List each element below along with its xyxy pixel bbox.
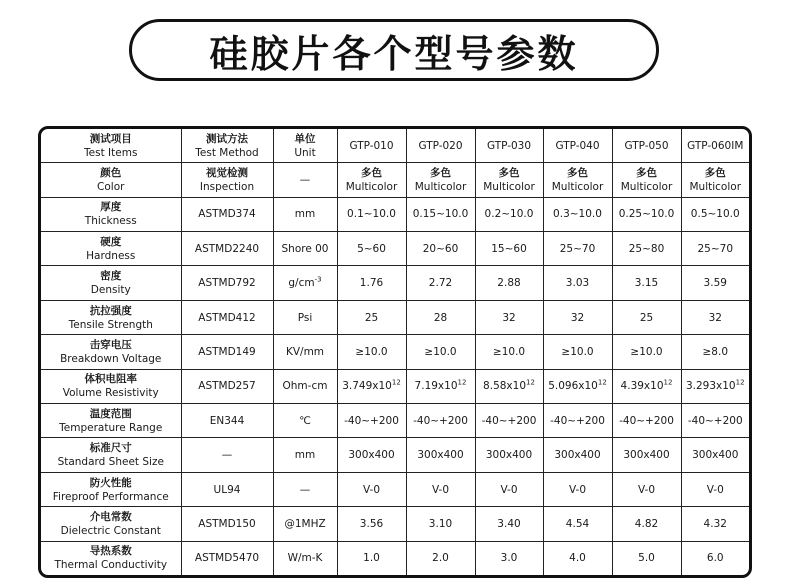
value-text: 1.76 [359,277,384,290]
value-cell [475,197,543,231]
header-model-gtp-060im: GTP-060IM [681,129,749,163]
spec-table [41,129,749,575]
unit-text: ℃ [299,414,311,427]
item-name-cn: 抗拉强度 [89,304,132,317]
method-text: EN344 [209,414,245,427]
value-text: 300x400 [417,449,464,462]
value-cell [475,232,543,266]
value-cell [543,232,612,266]
value-text: 300x400 [623,449,670,462]
value-cell [681,541,749,575]
unit-text: @1MHZ [284,517,326,530]
value-cell [681,369,749,403]
row-test-method [181,369,273,403]
value-text: 7.19x10 [414,380,458,393]
row-test-method [181,266,273,300]
value-text: 25 [639,311,654,324]
row-unit [273,369,337,403]
table-row [41,541,749,575]
value-text: 1.0 [363,552,380,565]
value-cell [337,404,406,438]
value-text: 32 [502,311,516,324]
value-cn: 多色 [567,166,588,179]
value-cell [681,507,749,541]
unit-text: — [299,173,311,186]
value-cell [543,472,612,506]
header-test-method [181,129,273,163]
row-test-method [181,541,273,575]
value-text: ≥10.0 [561,345,594,358]
value-text: 20~60 [422,242,459,255]
unit-text: KV/mm [285,345,325,358]
value-text: 0.2~10.0 [484,208,534,221]
value-cell [681,197,749,231]
value-cell [406,232,475,266]
value-text: 3.56 [359,517,384,530]
value-text: ≥10.0 [630,345,663,358]
row-test-item [41,541,181,575]
value-cell [612,232,681,266]
value-cell [475,266,543,300]
value-cell [612,197,681,231]
value-text: 4.32 [703,517,727,530]
value-en: Multicolor [620,180,673,193]
value-cell [543,541,612,575]
value-text: 0.5~10.0 [690,208,740,221]
value-text: 3.10 [428,517,453,530]
header-unit-en: Unit [294,146,316,159]
header-test-items [41,129,181,163]
value-text: V-0 [568,483,587,496]
row-unit [273,232,337,266]
table-row [41,472,749,506]
spec-table-container [38,126,752,578]
method-text: ASTMD792 [198,277,256,290]
row-test-item [41,197,181,231]
item-name-cn: 颜色 [100,166,122,179]
item-name-en: Thermal Conductivity [54,559,168,572]
method-cn: 视觉检测 [206,166,248,179]
item-name-cn: 厚度 [100,201,122,214]
value-cn: 多色 [361,166,382,179]
value-text: 2.0 [432,552,449,565]
unit-text: Shore 00 [281,242,329,255]
row-unit [273,197,337,231]
value-cell [406,404,475,438]
value-cell [406,541,475,575]
value-cell [612,266,681,300]
value-exponent: 12 [457,378,467,387]
value-cell [475,335,543,369]
value-text: 0.3~10.0 [553,208,602,221]
value-text: ≥10.0 [424,345,457,358]
row-test-item [41,300,181,334]
value-cell [612,300,681,334]
value-text: 3.40 [497,517,521,530]
method-text: UL94 [213,483,241,496]
header-item-cn: 测试项目 [89,132,132,145]
value-text: 32 [708,311,722,324]
header-model-gtp-010: GTP-010 [337,129,406,163]
unit-text: mm [294,449,316,462]
table-row [41,300,749,334]
value-cell [406,163,475,197]
item-name-cn: 密度 [100,270,122,283]
value-text: 2.72 [428,277,453,290]
value-text: 6.0 [706,552,724,565]
value-text: -40~+200 [413,414,468,427]
value-cell [406,335,475,369]
row-unit [273,266,337,300]
value-text: V-0 [706,483,724,496]
value-cell [612,335,681,369]
value-cn: 多色 [498,166,520,179]
row-test-method [181,300,273,334]
value-text: 4.82 [634,517,659,530]
value-text: V-0 [500,483,518,496]
table-row [41,232,749,266]
value-text: 0.15~10.0 [412,208,469,221]
method-text: ASTMD2240 [194,242,260,255]
value-cell [612,404,681,438]
value-cell [337,266,406,300]
value-text: 25~70 [559,242,596,255]
item-name-en: Color [97,180,125,193]
item-name-cn: 介电常数 [89,510,132,523]
value-text: V-0 [637,483,656,496]
item-name-cn: 温度范围 [89,407,132,420]
item-name-cn: 体积电阻率 [84,373,137,386]
value-cell [475,507,543,541]
value-exponent: 12 [391,378,401,387]
value-cell [543,369,612,403]
value-text: 4.0 [569,552,586,565]
method-text: ASTMD5470 [194,552,260,565]
unit-text: g/cm [288,277,315,290]
value-cell [681,300,749,334]
unit-text: — [299,483,311,496]
value-cn: 多色 [430,166,451,179]
value-cell [681,232,749,266]
value-cell [681,404,749,438]
header-item-en: Test Items [84,146,138,159]
header-row [41,129,749,163]
row-test-method [181,472,273,506]
value-cell [406,369,475,403]
method-text: ASTMD257 [198,380,256,393]
value-text: 2.88 [497,277,521,290]
value-text: 28 [433,311,448,324]
item-name-en: Volume Resistivity [62,387,159,400]
method-text: ASTMD149 [198,345,256,358]
value-cell [612,507,681,541]
row-unit [273,404,337,438]
value-text: 300x400 [485,449,533,462]
value-cell [406,472,475,506]
value-text: 3.749x10 [342,380,392,393]
table-row [41,335,749,369]
row-test-method [181,163,273,197]
value-text: 0.25~10.0 [618,208,675,221]
method-text: ASTMD150 [198,517,256,530]
row-test-method [181,438,273,472]
value-cell [612,369,681,403]
value-text: -40~+200 [619,414,674,427]
row-unit [273,438,337,472]
value-en: Multicolor [414,180,467,193]
row-test-method [181,404,273,438]
row-test-item [41,266,181,300]
value-cell [406,300,475,334]
value-cell [337,472,406,506]
value-cell [475,438,543,472]
row-test-method [181,197,273,231]
item-name-en: Thickness [84,215,137,228]
value-text: ≥10.0 [355,345,388,358]
value-cell [543,507,612,541]
header-method-cn: 测试方法 [206,132,248,145]
value-text: 25~70 [697,242,734,255]
row-unit [273,163,337,197]
value-cell [406,438,475,472]
header-model-gtp-040: GTP-040 [543,129,612,163]
header-model-gtp-050: GTP-050 [612,129,681,163]
method-en: Inspection [199,180,255,193]
value-cell [543,197,612,231]
value-cell [543,266,612,300]
header-model-gtp-020: GTP-020 [406,129,475,163]
value-cell [406,507,475,541]
item-name-cn: 硬度 [100,235,122,248]
table-row [41,369,749,403]
item-name-en: Tensile Strength [68,318,153,331]
item-name-cn: 击穿电压 [89,338,132,351]
value-text: 4.54 [565,517,590,530]
value-cell [475,404,543,438]
item-name-en: Temperature Range [59,421,163,434]
table-row [41,197,749,231]
value-text: 300x400 [692,449,739,462]
value-text: 5~60 [357,242,386,255]
value-en: Multicolor [551,180,604,193]
value-text: V-0 [431,483,450,496]
value-text: 300x400 [554,449,601,462]
row-test-method [181,232,273,266]
value-cell [337,438,406,472]
value-cell [612,163,681,197]
method-text: ASTMD374 [198,208,256,221]
value-en: Multicolor [345,180,398,193]
value-cell [543,438,612,472]
value-cell [612,541,681,575]
row-unit [273,541,337,575]
value-cell [681,335,749,369]
value-text: ≥10.0 [492,345,526,358]
method-text: ASTMD412 [198,311,256,324]
row-unit [273,507,337,541]
value-cell [337,163,406,197]
value-text: 3.03 [565,277,590,290]
value-text: 5.0 [638,552,655,565]
value-cell [337,300,406,334]
value-cell [543,300,612,334]
row-test-item [41,163,181,197]
row-test-method [181,507,273,541]
value-cell [337,197,406,231]
table-row [41,266,749,300]
value-cell [543,335,612,369]
value-cell [475,300,543,334]
item-name-en: Fireproof Performance [52,490,169,503]
value-text: 15~60 [491,242,527,255]
value-text: -40~+200 [687,414,743,427]
row-test-item [41,335,181,369]
value-cell [337,232,406,266]
item-name-cn: 标准尺寸 [89,442,132,455]
item-name-en: Hardness [86,249,136,262]
value-text: V-0 [362,483,381,496]
table-row [41,404,749,438]
header-unit [273,129,337,163]
header-method-en: Test Method [195,146,259,159]
value-cell [681,472,749,506]
value-cell [681,163,749,197]
value-cell [337,507,406,541]
value-en: Multicolor [689,180,742,193]
value-exponent: 12 [526,378,535,387]
value-text: -40~+200 [550,414,605,427]
value-cell [475,163,543,197]
row-test-item [41,507,181,541]
item-name-cn: 导热系数 [89,545,132,558]
row-test-item [41,404,181,438]
value-text: 300x400 [348,449,395,462]
item-name-en: Standard Sheet Size [57,456,164,469]
value-text: ≥8.0 [702,345,728,358]
unit-text: W/m-K [287,552,323,565]
header-unit-cn: 单位 [294,132,316,145]
row-test-method [181,335,273,369]
value-exponent: 12 [735,378,745,387]
row-test-item [41,369,181,403]
value-cell [681,266,749,300]
value-text: 3.59 [703,277,727,290]
value-text: 3.0 [500,552,518,565]
value-text: 3.293x10 [685,380,736,393]
table-row [41,507,749,541]
value-text: -40~+200 [344,414,399,427]
value-cell [337,335,406,369]
value-cell [475,369,543,403]
value-cell [681,438,749,472]
value-exponent: 12 [663,378,673,387]
page-title: 硅胶片各个型号参数 [129,19,659,81]
header-model-gtp-030: GTP-030 [475,129,543,163]
value-text: 32 [570,311,585,324]
value-cell [406,266,475,300]
row-test-item [41,472,181,506]
value-text: 5.096x10 [548,380,598,393]
value-text: 25~80 [628,242,665,255]
value-text: 3.15 [634,277,659,290]
value-cn: 多色 [704,166,726,179]
row-test-item [41,438,181,472]
value-cn: 多色 [636,166,657,179]
spec-table-body [41,129,749,575]
row-unit [273,472,337,506]
value-cell [475,472,543,506]
row-unit [273,335,337,369]
value-text: 4.39x10 [620,380,664,393]
item-name-en: Dielectric Constant [60,524,161,537]
unit-text: Ohm-cm [282,380,328,393]
value-cell [406,197,475,231]
value-text: 8.58x10 [483,380,527,393]
item-name-en: Density [90,284,131,297]
value-en: Multicolor [483,180,535,193]
unit-text: mm [294,208,316,221]
value-cell [337,541,406,575]
value-cell [612,472,681,506]
item-name-cn: 防火性能 [89,476,132,489]
table-row [41,438,749,472]
value-cell [475,541,543,575]
row-unit [273,300,337,334]
item-name-en: Breakdown Voltage [60,352,162,365]
row-test-item [41,232,181,266]
table-row [41,163,749,197]
value-cell [337,369,406,403]
value-text: 0.1~10.0 [347,208,396,221]
value-cell [543,404,612,438]
unit-superscript: -3 [314,275,322,284]
value-exponent: 12 [597,378,607,387]
value-cell [543,163,612,197]
unit-text: Psi [297,311,313,324]
value-cell [612,438,681,472]
value-text: -40~+200 [481,414,537,427]
value-text: 25 [364,311,379,324]
method-text: — [221,449,233,462]
